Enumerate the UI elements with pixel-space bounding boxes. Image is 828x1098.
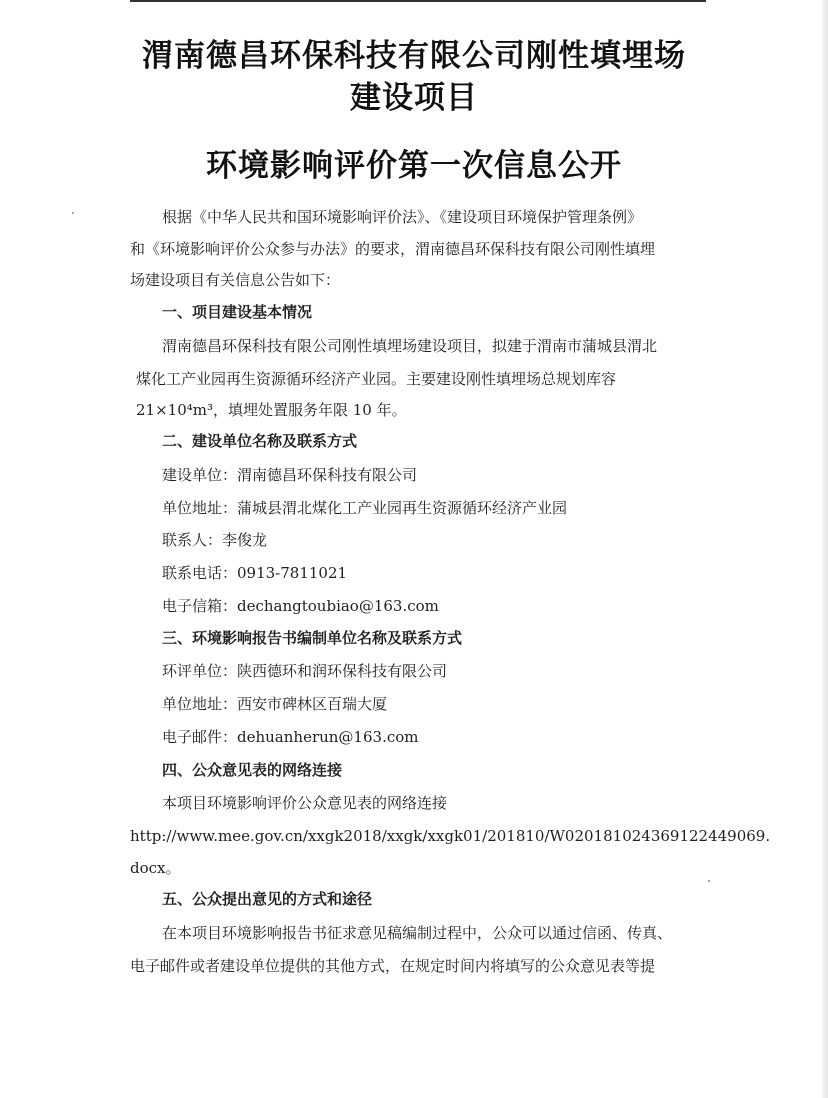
section-heading: 三、环境影响报告书编制单位名称及联系方式 bbox=[162, 629, 463, 647]
body-line: 环评单位：陕西德环和润环保科技有限公司 bbox=[162, 662, 448, 680]
body-line: 21×10⁴m³，填埋处置服务年限 10 年。 bbox=[136, 401, 407, 419]
title-line-1: 渭南德昌环保科技有限公司刚性填埋场 bbox=[142, 38, 686, 74]
body-line: 电子信箱：dechangtoubiao@163.com bbox=[162, 597, 439, 615]
top-rule bbox=[130, 0, 706, 2]
body-line: 电子邮件或者建设单位提供的其他方式，在规定时间内将填写的公众意见表等提 bbox=[130, 957, 656, 975]
body-line: 单位地址：西安市碑林区百瑞大厦 bbox=[162, 695, 388, 713]
section-heading: 五、公众提出意见的方式和途径 bbox=[162, 890, 373, 908]
body-line: 建设单位：渭南德昌环保科技有限公司 bbox=[162, 466, 418, 484]
body-line: 单位地址：蒲城县渭北煤化工产业园再生资源循环经济产业园 bbox=[162, 499, 568, 517]
title-line-2: 建设项目 bbox=[350, 80, 478, 116]
body-line: 煤化工产业园再生资源循环经济产业园。主要建设刚性填埋场总规划库容 bbox=[136, 370, 617, 388]
section-heading: 四、公众意见表的网络连接 bbox=[162, 761, 343, 779]
intro-line: 场建设项目有关信息公告如下： bbox=[130, 271, 341, 289]
body-line: 本项目环境影响评价公众意见表的网络连接 bbox=[162, 794, 448, 812]
intro-line: 根据《中华人民共和国环境影响评价法》、《建设项目环境保护管理条例》 bbox=[162, 208, 643, 226]
body-line: 联系人：李俊龙 bbox=[162, 531, 268, 549]
section-heading: 二、建设单位名称及联系方式 bbox=[162, 432, 358, 450]
body-line: 电子邮件：dehuanherun@163.com bbox=[162, 728, 419, 746]
body-line: 渭南德昌环保科技有限公司刚性填埋场建设项目，拟建于渭南市蒲城县渭北 bbox=[162, 337, 658, 355]
body-line: 在本项目环境影响报告书征求意见稿编制过程中，公众可以通过信函、传真、 bbox=[162, 924, 673, 942]
scan-speck bbox=[72, 212, 74, 214]
body-line: 联系电话：0913-7811021 bbox=[162, 564, 348, 582]
section-heading: 一、项目建设基本情况 bbox=[162, 303, 313, 321]
title-line-3: 环境影响评价第一次信息公开 bbox=[206, 148, 622, 184]
scan-speck bbox=[708, 880, 710, 882]
intro-line: 和《环境影响评价公众参与办法》的要求，渭南德昌环保科技有限公司刚性填埋 bbox=[130, 240, 656, 258]
body-line: docx。 bbox=[130, 859, 181, 877]
body-line: http://www.mee.gov.cn/xxgk2018/xxgk/xxgk01/201810/W020181024369122449069. bbox=[130, 827, 771, 845]
